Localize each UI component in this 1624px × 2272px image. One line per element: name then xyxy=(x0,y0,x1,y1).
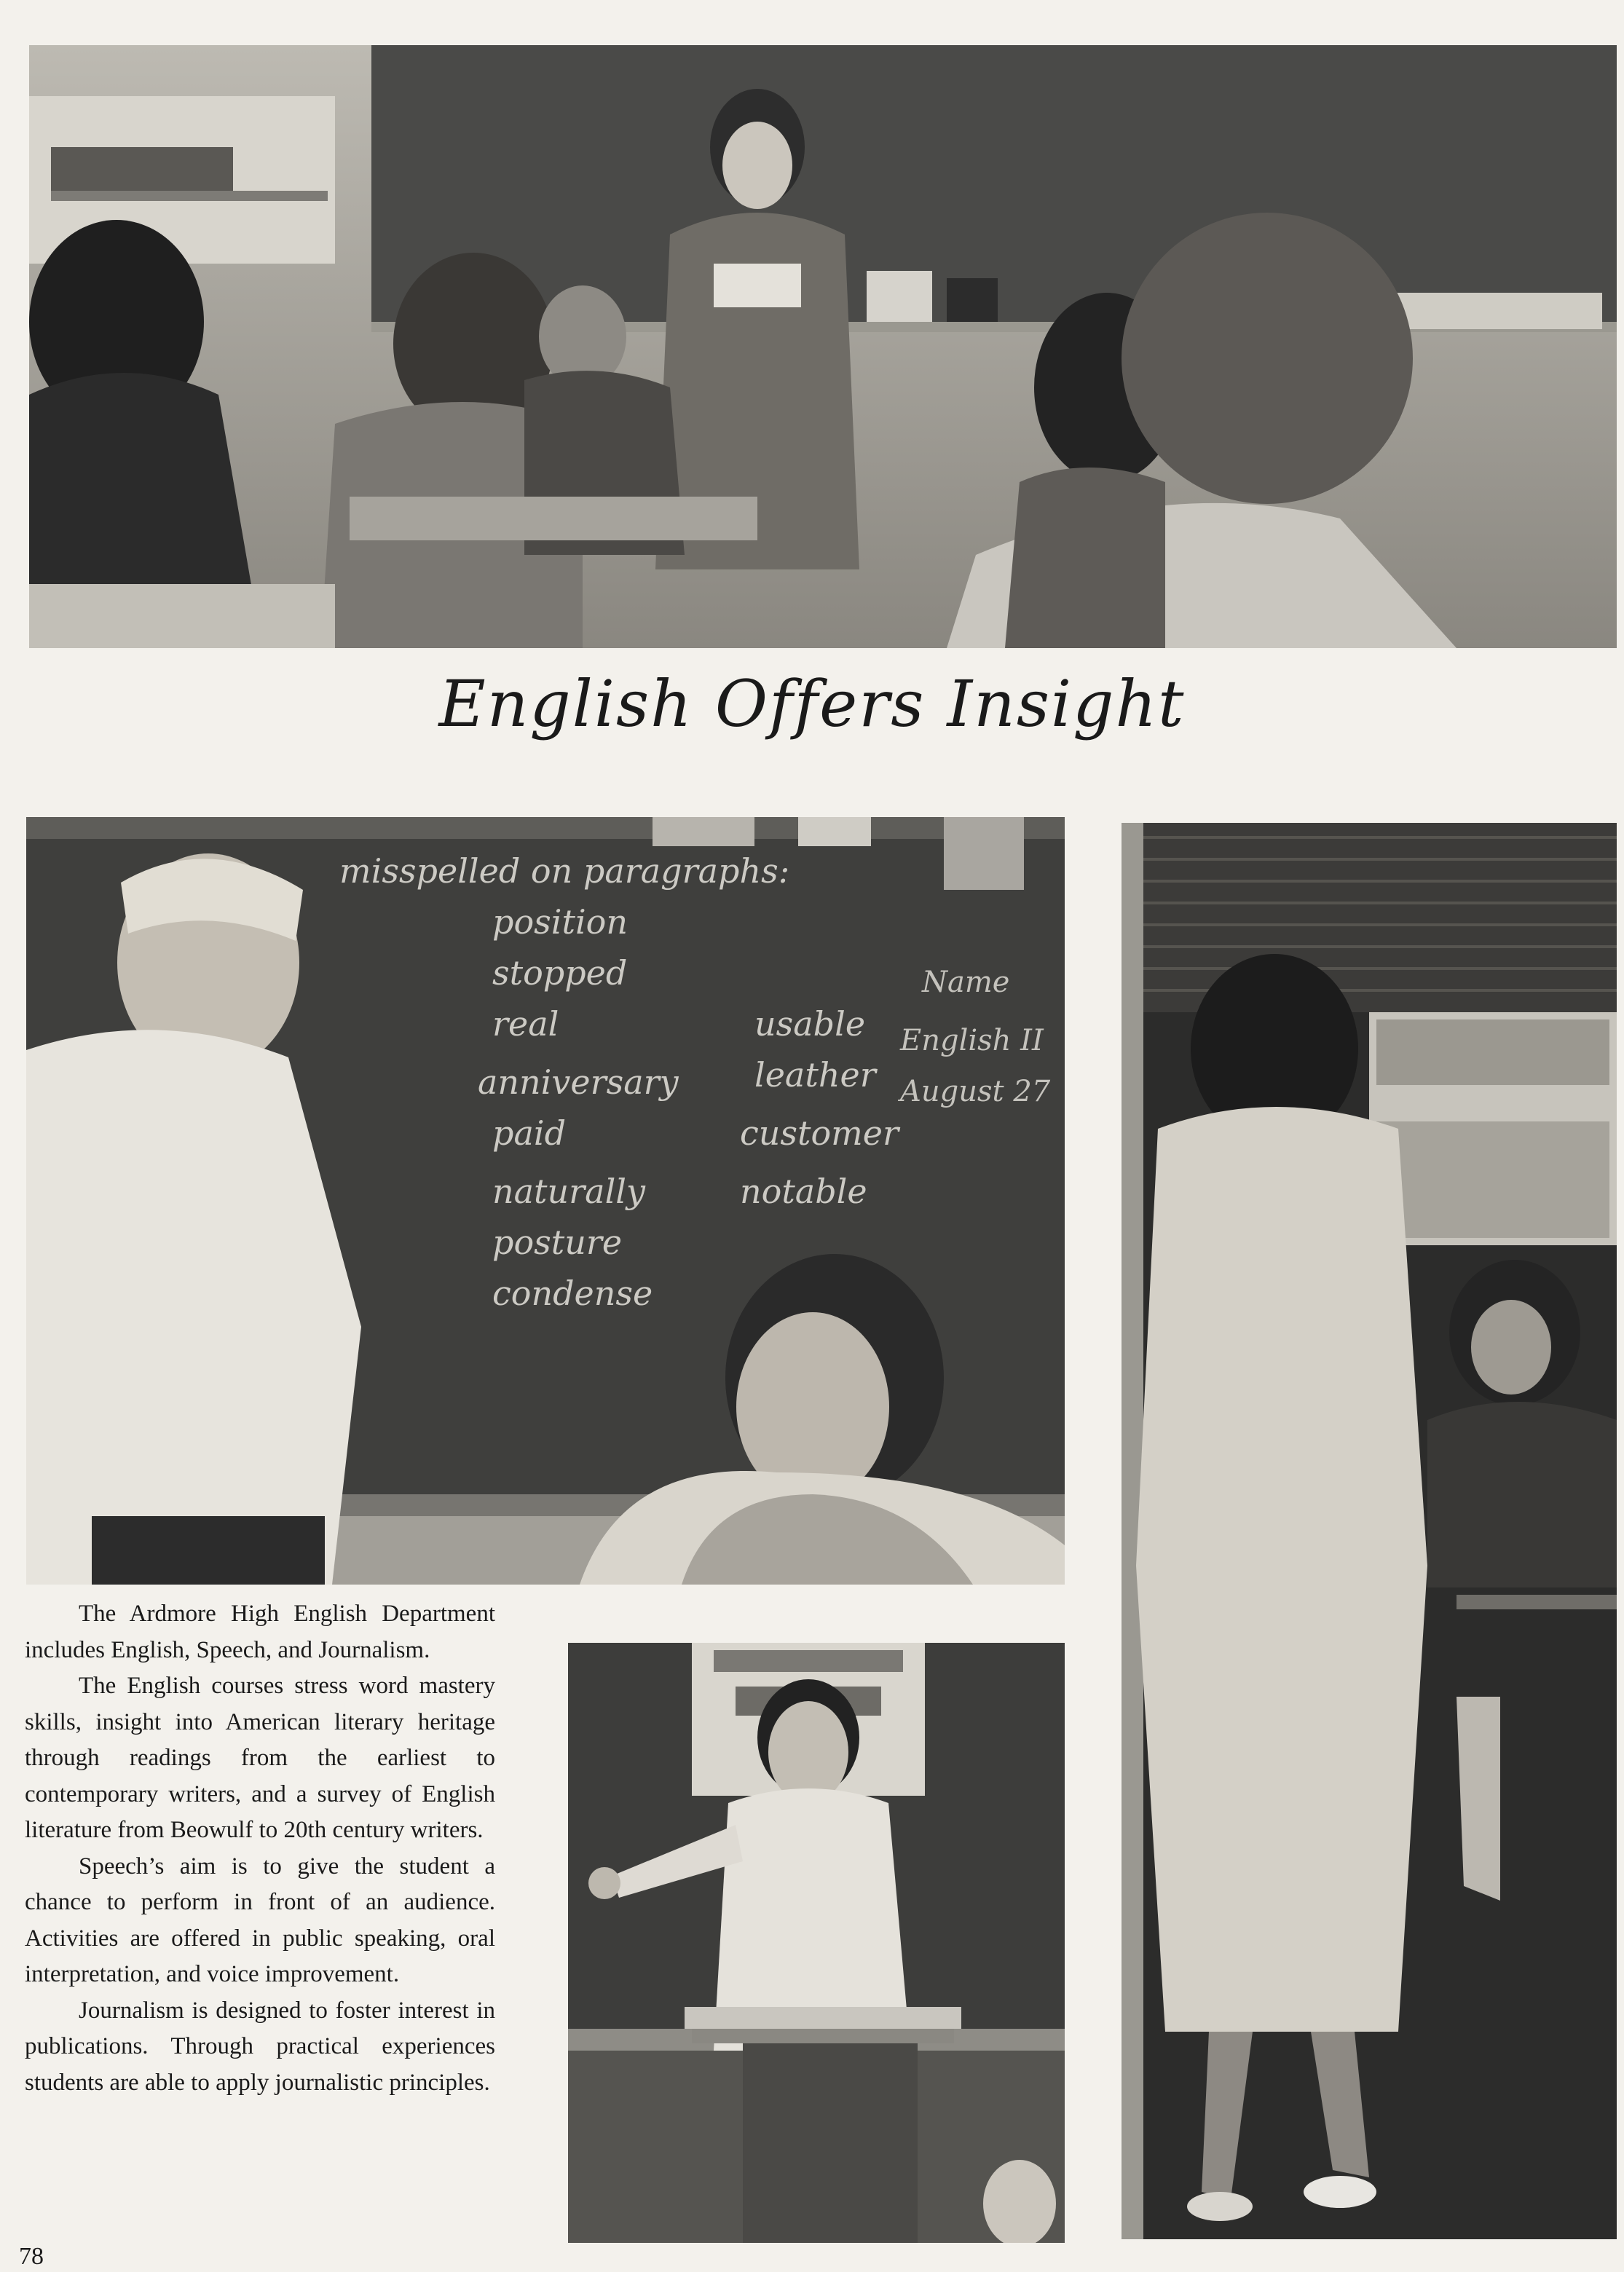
article-paragraph: The English courses stress word mastery skills, insight into American literary heritage through readings from the earliest to contemporary writers, and a survey of English literature from Beowulf to 20th century writers. xyxy=(25,1673,495,1843)
blackboard-spelling-photo xyxy=(26,817,1065,1585)
classroom-aisle-photo xyxy=(1122,823,1617,2239)
chalk-word: August 27 xyxy=(900,1075,1051,1108)
article-body xyxy=(25,1596,495,2101)
blackboard-spelling-photo-art xyxy=(26,817,1065,1585)
chalk-word: notable xyxy=(740,1172,867,1211)
chalk-heading-text: misspelled on paragraphs: xyxy=(339,851,790,891)
chalk-word: real xyxy=(492,1004,559,1044)
chalk-word: stopped xyxy=(492,953,628,993)
article-paragraph: Speech’s aim is to give the student a chance to perform in front of an audience. Activities are offered in public speaking, oral interpretation, and voice improvement. xyxy=(25,1853,495,1987)
top-classroom-photo-art xyxy=(29,45,1617,648)
student-lectern-photo xyxy=(568,1643,1065,2243)
chalk-word: leather xyxy=(754,1055,876,1094)
chalk-word: Name xyxy=(922,966,1010,999)
article-paragraph: The Ardmore High English Department includes English, Speech, and Journalism. xyxy=(25,1601,495,1663)
article-paragraph: Journalism is designed to foster interest in publications. Through practical experiences students are able to apply journalistic principles. xyxy=(25,1997,495,2096)
chalk-word: customer xyxy=(740,1113,899,1153)
chalk-word: usable xyxy=(754,1004,866,1044)
page-headline: English Offers Insight xyxy=(438,666,1186,741)
chalk-word: anniversary xyxy=(478,1062,679,1102)
chalk-word: paid xyxy=(492,1113,567,1153)
chalk-word: naturally xyxy=(492,1172,645,1211)
chalk-word: English II xyxy=(900,1024,1044,1057)
top-classroom-photo xyxy=(29,45,1617,648)
student-lectern-photo-art xyxy=(568,1643,1065,2243)
classroom-aisle-photo-art xyxy=(1122,823,1617,2239)
chalk-word: posture xyxy=(492,1223,623,1262)
chalk-word: position xyxy=(492,902,628,942)
chalk-word: condense xyxy=(492,1274,653,1313)
page-number: 78 xyxy=(19,2243,44,2270)
